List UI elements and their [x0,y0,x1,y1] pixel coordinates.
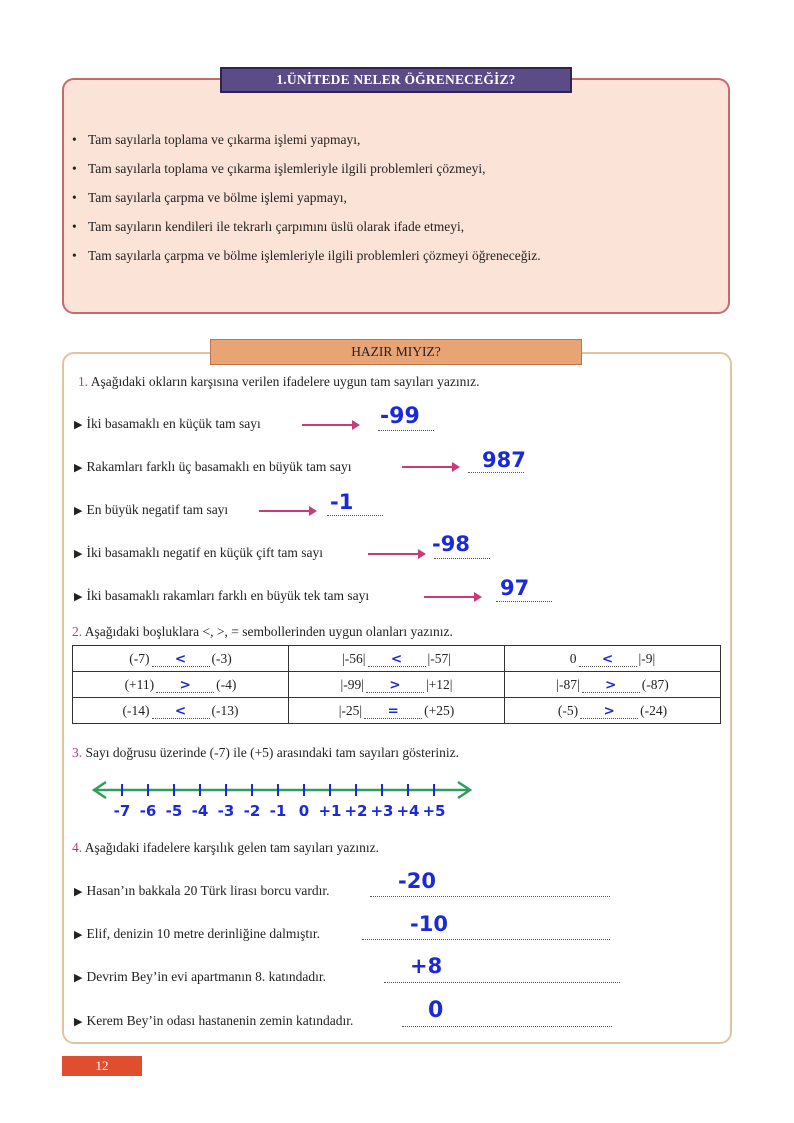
q1-answer: -99 [380,404,420,429]
table-row [73,646,721,672]
q1-item: ▶ İki basamaklı negatif en küçük çift tam sayı [74,545,324,560]
answer-blank[interactable] [496,601,552,602]
q4-answer: -10 [410,912,448,936]
table-cell[interactable]: |-25| = (+25) [289,698,505,724]
number-line-label: 0 [298,802,310,820]
arrow-icon [302,424,358,426]
number-line-label: +3 [370,802,394,820]
answer-blank[interactable] [370,896,610,897]
objective-item: • Tam sayılarla toplama ve çıkarma işlemi yapmayı, [72,132,360,148]
number-line-label: +4 [396,802,420,820]
q1-item: ▶ En büyük negatif tam sayı [74,502,229,517]
table-cell[interactable]: |-87| > (-87) [505,672,721,698]
table-cell[interactable]: |-99| > |+12| [289,672,505,698]
q4-answer: +8 [410,954,443,978]
table-cell[interactable]: 0 < |-9| [505,646,721,672]
answer-blank[interactable] [434,558,490,559]
page-number: 12 [62,1056,142,1076]
q4-item: ▶ Kerem Bey’in odası hastanenin zemin katındadır. [74,1013,354,1028]
number-line-label: +5 [422,802,446,820]
table-cell[interactable]: (-5) > (-24) [505,698,721,724]
table-cell[interactable]: (-7) < (-3) [73,646,289,672]
table-cell[interactable]: |-56| < |-57| [289,646,505,672]
unit-title: 1.ÜNİTEDE NELER ÖĞRENECEĞİZ? [220,67,572,93]
q4-item: ▶ Elif, denizin 10 metre derinliğine dalmıştır. [74,926,321,941]
number-line-label: -3 [217,802,235,820]
q4-item: ▶ Devrim Bey’in evi apartmanın 8. katındadır. [74,969,327,984]
q1-item: ▶ Rakamları farklı üç basamaklı en büyük tam sayı [74,459,352,474]
question-4: 4. Aşağıdaki ifadelere karşılık gelen tam sayıları yazınız. [72,840,380,855]
table-cell[interactable]: (-14) < (-13) [73,698,289,724]
answer-blank[interactable] [327,515,383,516]
objective-item: • Tam sayıların kendileri ile tekrarlı çarpımını üslü olarak ifade etmeyi, [72,219,464,235]
comparison-table [72,645,721,724]
answer-blank[interactable] [378,430,434,431]
number-line-label: -7 [113,802,131,820]
q1-item: ▶ İki basamaklı rakamları farklı en büyük tek tam sayı [74,588,370,603]
arrow-icon [402,466,458,468]
number-line-label: +2 [344,802,368,820]
table-cell[interactable]: (+11) > (-4) [73,672,289,698]
q1-answer: -98 [432,532,470,556]
objective-item: • Tam sayılarla toplama ve çıkarma işlemleriyle ilgili problemleri çözmeyi, [72,161,486,177]
q4-item: ▶ Hasan’ın bakkala 20 Türk lirası borcu vardır. [74,883,330,898]
table-row [73,672,721,698]
q4-answer: 0 [428,998,444,1023]
q1-answer: 97 [500,576,530,600]
answer-blank[interactable] [362,939,610,940]
number-line-label: -4 [191,802,209,820]
objective-item: • Tam sayılarla çarpma ve bölme işlemleriyle ilgili problemleri çözmeyi öğreneceğiz. [72,248,541,264]
number-line-label: -5 [165,802,183,820]
number-line-label: +1 [318,802,342,820]
question-3: 3. Sayı doğrusu üzerinde (-7) ile (+5) arasındaki tam sayıları gösteriniz. [72,745,459,760]
arrow-icon [259,510,315,512]
q1-answer: 987 [482,448,526,472]
answer-blank[interactable] [402,1026,612,1027]
arrow-icon [424,596,480,598]
number-line-label: -6 [139,802,157,820]
q1-item: ▶ İki basamaklı en küçük tam sayı [74,416,261,431]
answer-blank[interactable] [384,982,620,983]
ready-title: HAZIR MIYIZ? [210,339,582,365]
q4-answer: -20 [398,869,436,893]
number-line [88,774,478,824]
objective-item: • Tam sayılarla çarpma ve bölme işlemi yapmayı, [72,190,347,206]
number-line-label: -2 [243,802,261,820]
table-row [73,698,721,724]
question-1: 1. Aşağıdaki okların karşısına verilen ifadelere uygun tam sayıları yazınız. [78,374,480,389]
question-2: 2. Aşağıdaki boşluklara <, >, = sembollerinden uygun olanları yazınız. [72,624,453,639]
number-line-label: -1 [269,802,287,820]
answer-blank[interactable] [468,472,524,473]
q1-answer: -1 [330,490,354,514]
arrow-icon [368,553,424,555]
